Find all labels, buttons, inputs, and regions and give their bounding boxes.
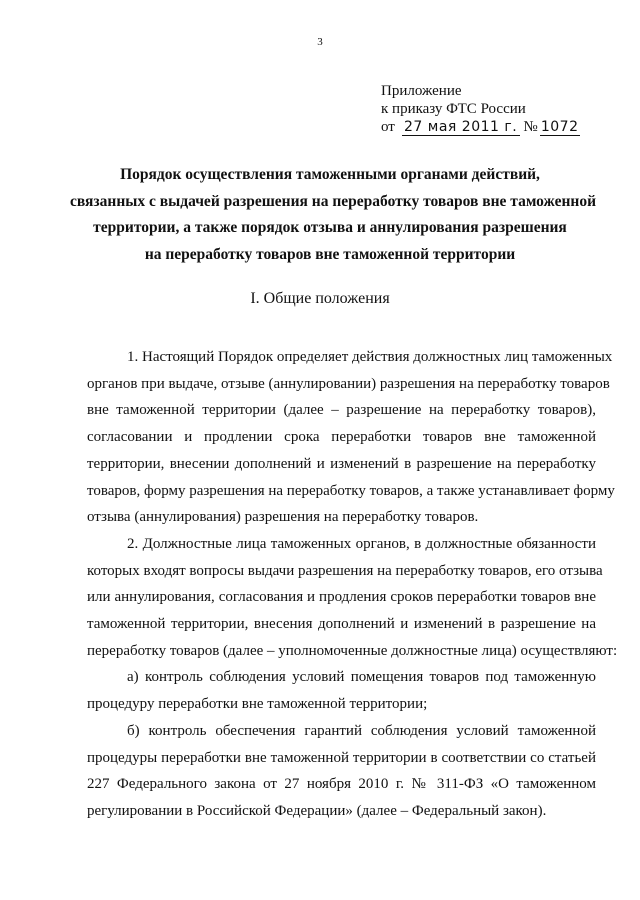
paragraph-1 bbox=[87, 344, 615, 531]
title-line: на переработку товаров вне таможенной территории bbox=[144, 245, 516, 263]
appendix-block bbox=[381, 82, 621, 136]
text-line: регулировании в Российской Федерации» (далее – Федеральный закон). bbox=[87, 802, 547, 819]
appendix-date-prefix: от bbox=[381, 119, 395, 135]
text-line: вне таможенной территории (далее – разрешение на переработку товаров), bbox=[87, 402, 596, 419]
appendix-label: Приложение bbox=[381, 83, 462, 99]
appendix-order-ref: к приказу ФТС России bbox=[381, 101, 526, 117]
text-line: товаров, форму разрешения на переработку товаров, а также устанавливает форму bbox=[87, 482, 615, 499]
paragraph-2b bbox=[87, 718, 596, 825]
appendix-date: 27 мая 2011 г. bbox=[402, 120, 520, 136]
title-line: Порядок осуществления таможенными органами действий, bbox=[120, 166, 540, 183]
text-line: переработку товаров (далее – уполномоченные должностные лица) осуществляют: bbox=[87, 642, 618, 659]
page-number: 3 bbox=[317, 36, 323, 48]
document-title bbox=[70, 162, 596, 268]
text-line: процедуры переработки вне таможенной территории в соответствии со статьей bbox=[87, 749, 596, 766]
text-line: а) контроль соблюдения условий помещения товаров под таможенную bbox=[127, 669, 596, 686]
text-line: органов при выдаче, отзыве (аннулировании) разрешения на переработку товаров bbox=[87, 375, 610, 392]
text-line: 227 Федерального закона от 27 ноября 2010 г. № 311-ФЗ «О таможенном bbox=[87, 776, 596, 793]
text-line: 2. Должностные лица таможенных органов, в должностные обязанности bbox=[127, 535, 596, 552]
text-line: отзыва (аннулирования) разрешения на переработку товаров. bbox=[87, 509, 479, 526]
title-line: связанных с выдачей разрешения на переработку товаров вне таможенной bbox=[70, 192, 596, 210]
text-line: согласовании и продлении срока переработки товаров вне таможенной bbox=[87, 429, 596, 446]
text-line: процедуру переработки вне таможенной территории; bbox=[87, 696, 428, 713]
text-line: или аннулирования, согласования и продления сроков переработки товаров вне bbox=[87, 589, 596, 606]
title-line: территории, а также порядок отзыва и аннулирования разрешения bbox=[93, 219, 567, 236]
appendix-number: 1072 bbox=[540, 119, 579, 135]
paragraph-2 bbox=[87, 531, 618, 665]
text-line: которых входят вопросы выдачи разрешения на переработку товаров, его отзыва bbox=[87, 562, 603, 579]
text-line: б) контроль обеспечения гарантий соблюдения условий таможенной bbox=[127, 722, 596, 739]
text-line: таможенной территории, внесения дополнений и изменений в разрешение на bbox=[87, 616, 596, 633]
appendix-number-label: № bbox=[523, 119, 538, 135]
appendix-date-line bbox=[381, 118, 621, 136]
text-line: территории, внесении дополнений и изменений в разрешение на переработку bbox=[87, 455, 596, 472]
section-heading: I. Общие положения bbox=[250, 290, 390, 307]
document-body bbox=[87, 344, 618, 825]
paragraph-2a bbox=[87, 664, 596, 717]
text-line: 1. Настоящий Порядок определяет действия должностных лиц таможенных bbox=[127, 349, 613, 365]
